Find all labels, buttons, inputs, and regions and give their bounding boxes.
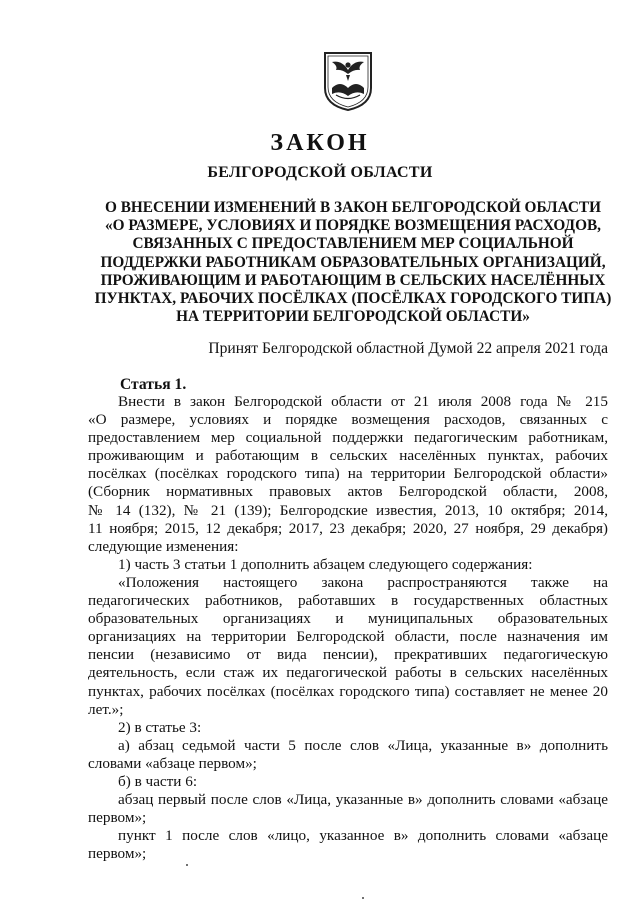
article-line: «О размере, условиях и порядке возмещения расходов, связанных с [88, 411, 608, 429]
article-line: 2) в статье 3: [118, 718, 202, 736]
article-line: следующие изменения: [88, 537, 239, 555]
law-title-line: О ВНЕСЕНИИ ИЗМЕНЕНИЙ В ЗАКОН БЕЛГОРОДСКОЙ ОБЛАСТИ [104, 199, 602, 216]
law-title-line: ПУНКТАХ, РАБОЧИХ ПОСЁЛКАХ (ПОСЁЛКАХ ГОРОДСКОГО ТИПА) [94, 290, 612, 308]
region-heading: БЕЛГОРОДСКОЙ ОБЛАСТИ [207, 164, 433, 181]
article-line: предоставлением мер социальной поддержки педагогическим работникам, [88, 429, 608, 447]
article-line: лет.»; [88, 700, 124, 718]
article-line: деятельность, если стаж их педагогической работы в сельских населённых [88, 664, 608, 682]
law-title-line: ПОДДЕРЖКИ РАБОТНИКАМ ОБРАЗОВАТЕЛЬНЫХ ОРГАНИЗАЦИЙ, [100, 253, 606, 271]
article-line: 11 ноября; 2015, 12 декабря; 2017, 23 декабря; 2020, 27 ноября, 29 декабря) [88, 519, 608, 537]
scan-speck [186, 864, 188, 866]
scan-speck [362, 897, 364, 899]
law-title-line: ПРОЖИВАЮЩИМ И РАБОТАЮЩИМ В СЕЛЬСКИХ НАСЕЛЁННЫХ [100, 271, 606, 289]
article-heading: Статья 1. [120, 376, 187, 393]
article-line: Внести в закон Белгородской области от 21 июля 2008 года № 215 [118, 393, 608, 410]
article-line: педагогических работников, работавших в государственных областных [88, 592, 608, 610]
belgorod-coat-of-arms-icon [322, 50, 374, 112]
article-line: пунктах, рабочих посёлках (посёлках городского типа) составляет не менее 20 [88, 682, 608, 700]
article-line: организациях на территории Белгородской области, после назначения им [88, 628, 608, 646]
adoption-note: Принят Белгородской областной Думой 22 апреля 2021 года [208, 340, 608, 357]
law-title [88, 199, 618, 326]
article-line: а) абзац седьмой части 5 после слов «Лица, указанные в» дополнить [118, 736, 608, 754]
article-line: первом»; [88, 809, 147, 827]
article-body [88, 393, 608, 863]
article-line: 1) часть 3 статьи 1 дополнить абзацем следующего содержания: [118, 555, 533, 573]
article-line: пункт 1 после слов «лицо, указанное в» дополнить словами «абзаце [118, 827, 608, 845]
article-line: № 14 (132), № 21 (139); Белгородские известия, 2013, 10 октября; 2014, [88, 501, 608, 519]
article-line: пенсии (независимо от вида пенсии), прекративших педагогическую [88, 646, 608, 664]
article-line: посёлках (посёлках городского типа) на территории Белгородской области» [88, 465, 608, 483]
law-title-line: «О РАЗМЕРЕ, УСЛОВИЯХ И ПОРЯДКЕ ВОЗМЕЩЕНИЯ РАСХОДОВ, [105, 217, 601, 235]
law-title-line: СВЯЗАННЫХ С ПРЕДОСТАВЛЕНИЕМ МЕР СОЦИАЛЬНОЙ [132, 235, 574, 253]
article-line: абзац первый после слов «Лица, указанные в» дополнить словами «абзаце [118, 791, 608, 809]
article-line: словами «абзаце первом»; [88, 754, 257, 772]
article-line: б) в части 6: [118, 772, 198, 790]
article-line: проживающим и работающим в сельских населённых пунктах, рабочих [88, 447, 608, 465]
article-line: первом»; [88, 845, 147, 863]
article-line: образовательных организациях и муниципальных образовательных [88, 610, 608, 628]
article-line: «Положения настоящего закона распространяются также на [118, 573, 608, 591]
law-title-line: НА ТЕРРИТОРИИ БЕЛГОРОДСКОЙ ОБЛАСТИ» [176, 308, 530, 326]
article-line: (Сборник нормативных правовых актов Белгородской области, 2008, [88, 483, 608, 501]
law-heading: ЗАКОН [270, 130, 370, 156]
